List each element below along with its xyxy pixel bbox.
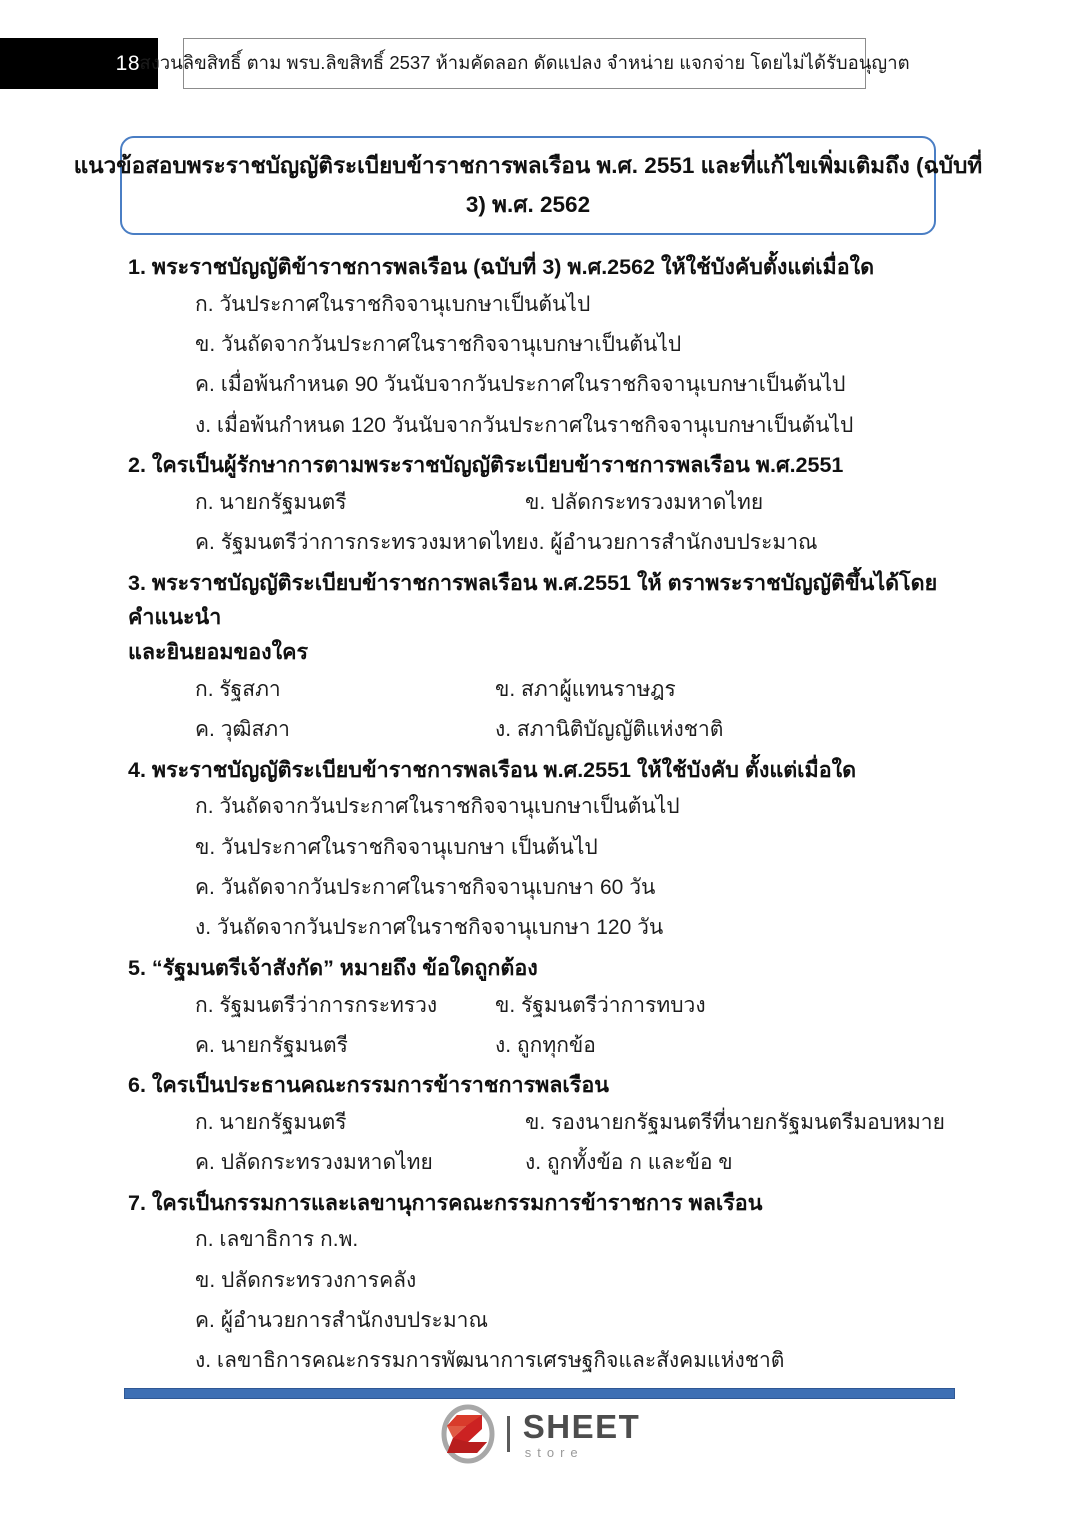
option-item: ก. เลขาธิการ ก.พ. <box>195 1228 359 1252</box>
option-item: ข. รองนายกรัฐมนตรีที่นายกรัฐมนตรีมอบหมาย <box>525 1111 945 1134</box>
option-item: ง. เมื่อพ้นกำหนด 120 วันนับจากวันประกาศในราชกิจจานุเบกษาเป็นต้นไป <box>195 413 854 437</box>
option-item: ค. วันถัดจากวันประกาศในราชกิจจานุเบกษา 60 วัน <box>195 876 656 900</box>
question-block-3 <box>0 566 1075 751</box>
copyright-box <box>139 38 910 89</box>
option-row <box>195 1143 975 1183</box>
option-item: ข. รัฐมนตรีว่าการทบวง <box>495 993 706 1017</box>
option-item: ค. รัฐมนตรีว่าการกระทรวงมหาดไทย <box>195 531 529 555</box>
exam-title-line-1: แนวข้อสอบพระราชบัญญัติระเบียบข้าราชการพลเรือน พ.ศ. 2551 และที่แก้ไขเพิ่มเติมถึง (ฉบับที่ <box>73 153 983 178</box>
option-item: ง. ผู้อำนวยการสำนักงบประมาณ <box>528 531 818 555</box>
question-block-4 <box>0 753 1075 949</box>
questions-container <box>0 250 1075 1384</box>
option-item: ง. เลขาธิการคณะกรรมการพัฒนาการเศรษฐกิจและสังคมแห่งชาติ <box>195 1349 785 1373</box>
footer-divider <box>124 1388 955 1399</box>
question-text-3-line-2: และยินยอมของใคร <box>128 640 309 665</box>
question-text-6: 6. ใครเป็นประธานคณะกรรมการข้าราชการพลเรือน <box>128 1073 609 1098</box>
sheet-store-logo-icon <box>435 1404 501 1464</box>
logo-divider <box>507 1416 510 1452</box>
logo-primary-text: SHEET <box>522 1407 641 1445</box>
option-item: ข. วันถัดจากวันประกาศในราชกิจจานุเบกษาเป็นต้นไป <box>195 333 682 357</box>
option-item: ข. ปลัดกระทรวงมหาดไทย <box>525 490 764 514</box>
options-list-6 <box>0 1103 1075 1184</box>
option-item: ง. สภานิติบัญญัติแห่งชาติ <box>495 718 724 742</box>
page-header <box>0 38 1075 89</box>
copyright-notice: สงวนลิขสิทธิ์ ตาม พรบ.ลิขสิทธิ์ 2537 ห้ามคัดลอก ดัดแปลง จำหน่าย แจกจ่าย โดยไม่ได้รับอนุญาต <box>139 52 910 74</box>
option-item: ง. วันถัดจากวันประกาศในราชกิจจานุเบกษา 120 วัน <box>195 916 664 940</box>
option-item: ก. นายกรัฐมนตรี <box>195 490 347 514</box>
option-item: ง. ถูกทุกข้อ <box>495 1033 596 1057</box>
option-item: ง. ถูกทั้งข้อ ก และข้อ ข <box>525 1151 733 1175</box>
option-row <box>195 986 975 1026</box>
question-block-2 <box>0 448 1075 563</box>
options-list-5 <box>0 986 1075 1067</box>
option-item: ค. นายกรัฐมนตรี <box>195 1033 348 1057</box>
options-list-3 <box>0 670 1075 751</box>
option-row <box>195 1103 975 1143</box>
option-item: ค. ปลัดกระทรวงมหาดไทย <box>195 1151 433 1175</box>
option-row <box>195 523 975 563</box>
option-item: ก. รัฐมนตรีว่าการกระทรวง <box>195 993 438 1017</box>
option-item: ก. วันประกาศในราชกิจจานุเบกษาเป็นต้นไป <box>195 292 591 316</box>
question-block-7 <box>0 1186 1075 1382</box>
option-row <box>195 1026 975 1066</box>
option-row <box>195 710 975 750</box>
question-text-4: 4. พระราชบัญญัติระเบียบข้าราชการพลเรือน พ.ศ.2551 ให้ใช้บังคับ ตั้งแต่เมื่อใด <box>128 757 857 782</box>
footer-logo <box>0 1404 1075 1464</box>
option-item: ค. วุฒิสภา <box>195 718 290 742</box>
question-block-5 <box>0 951 1075 1066</box>
question-text-3: 3. พระราชบัญญัติระเบียบข้าราชการพลเรือน พ.ศ.2551 ให้ ตราพระราชบัญญัติขึ้นได้โดยคำแนะนำ <box>128 570 938 630</box>
options-list-2 <box>0 483 1075 564</box>
options-list-1 <box>0 285 1075 446</box>
exam-title-box <box>73 136 983 235</box>
question-text-2: 2. ใครเป็นผู้รักษาการตามพระราชบัญญัติระเบียบข้าราชการพลเรือน พ.ศ.2551 <box>128 453 844 478</box>
option-item: ค. ผู้อำนวยการสำนักงบประมาณ <box>195 1309 488 1333</box>
page-number-block <box>0 38 158 89</box>
option-row <box>195 483 975 523</box>
question-text-5: 5. “รัฐมนตรีเจ้าสังกัด” หมายถึง ข้อใดถูกต้อง <box>128 955 538 980</box>
question-text-7: 7. ใครเป็นกรรมการและเลขานุการคณะกรรมการข้าราชการ พลเรือน <box>128 1190 763 1215</box>
logo-secondary-text: store <box>524 1444 584 1460</box>
question-block-1 <box>0 250 1075 446</box>
option-item: ค. เมื่อพ้นกำหนด 90 วันนับจากวันประกาศในราชกิจจานุเบกษาเป็นต้นไป <box>195 373 846 397</box>
exam-title-line-2: 3) พ.ศ. 2562 <box>465 192 591 218</box>
option-item: ข. สภาผู้แทนราษฎร <box>495 678 676 702</box>
question-text-1: 1. พระราชบัญญัติข้าราชการพลเรือน (ฉบับที่ 3) พ.ศ.2562 ให้ใช้บังคับตั้งแต่เมื่อใด <box>128 255 875 279</box>
option-item: ก. รัฐสภา <box>195 678 281 702</box>
option-item: ข. ปลัดกระทรวงการคลัง <box>195 1268 417 1292</box>
options-list-4 <box>0 787 1075 948</box>
option-row <box>195 670 975 710</box>
option-item: ข. วันประกาศในราชกิจจานุเบกษา เป็นต้นไป <box>195 835 598 859</box>
question-block-6 <box>0 1068 1075 1183</box>
page-number: 18 <box>115 51 140 75</box>
options-list-7 <box>0 1220 1075 1381</box>
option-item: ก. นายกรัฐมนตรี <box>195 1111 347 1134</box>
logo-wordmark <box>522 1407 641 1460</box>
option-item: ก. วันถัดจากวันประกาศในราชกิจจานุเบกษาเป็นต้นไป <box>195 795 680 819</box>
